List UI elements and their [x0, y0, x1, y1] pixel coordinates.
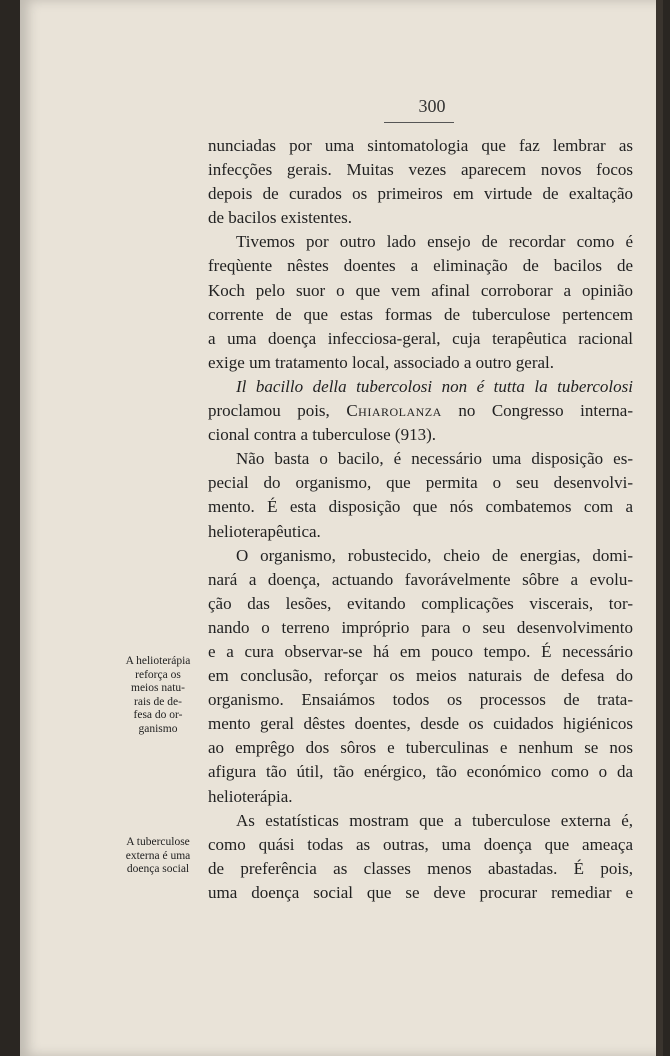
text-line: mento geral dêstes doentes, desde os cuidados higiénicos: [208, 714, 633, 734]
text-line: Não basta o bacilo, é necessário uma disposição es-: [236, 449, 633, 469]
text-line: helioterapêutica.: [208, 521, 321, 541]
text-line: O organismo, robustecido, cheio de energias, domi-: [236, 545, 633, 565]
text-line: de bacilos existentes.: [208, 208, 352, 228]
book-page: [20, 0, 663, 1056]
text-line: a uma doença infecciosa-geral, cuja terapêutica racional: [208, 328, 633, 348]
text-line: ção das lesões, evitando complicações viscerais, tor-: [208, 593, 633, 613]
text-line: depois de curados os primeiros em virtude de exaltação: [208, 184, 633, 204]
text-line: freqùente nêstes doentes a eliminação de bacilos de: [208, 256, 633, 276]
text-line: como quási todas as outras, uma doença que ameaça: [208, 834, 633, 854]
text-line: organismo. Ensaiámos todos os processos de trata-: [208, 690, 633, 710]
margin-note-line: meios natu-: [131, 682, 185, 695]
text-line: exige um tratamento local, associado a outro geral.: [208, 352, 555, 372]
text-line: nará a doença, actuando favorávelmente sôbre a evolu-: [208, 569, 633, 589]
text-line: Koch pelo suor o que vem afinal corroborar a opinião: [208, 280, 633, 300]
text-line: As estatísticas mostram que a tuberculose externa é,: [236, 810, 633, 830]
text-line: corrente de que estas formas de tuberculose pertencem: [208, 304, 633, 324]
margin-note-line: externa é uma: [125, 849, 191, 862]
text-line: cional contra a tuberculose (913).: [208, 425, 436, 445]
page-number-rule: [384, 122, 454, 123]
text-line: helioterápia.: [208, 786, 293, 806]
margin-note-line: A tuberculose: [126, 836, 190, 848]
page-number: 300: [418, 96, 446, 116]
text-line: nando o terreno impróprio para o seu desenvolvimento: [208, 617, 633, 637]
margin-note-line: reforça os: [135, 668, 181, 681]
page-edge-shadow: [656, 0, 663, 1056]
text-line: nunciadas por uma sintomatologia que faz lembrar as: [208, 136, 633, 155]
quote-line: Il bacillo della tubercolosi non é tutta la tubercolosi: [236, 376, 633, 396]
text-line: e a cura observar-se há em pouco tempo. É necessário: [208, 641, 633, 661]
margin-note-line: doença social: [126, 863, 190, 876]
text-line: pecial do organismo, que permita o seu desenvolvi-: [208, 473, 633, 493]
author-name: Chiarolanza: [346, 401, 442, 421]
text-fragment: no Congresso interna-: [441, 401, 633, 421]
text-line: infecções gerais. Muitas vezes aparecem novos focos: [208, 160, 633, 180]
text-line: mento. É esta disposição que nós combatemos com a: [208, 497, 633, 517]
text-fragment: proclamou pois,: [208, 401, 347, 421]
margin-note-helioterapia: [115, 655, 201, 737]
margin-note-tuberculose: [115, 836, 201, 877]
text-line: ao emprêgo dos sôros e tuberculinas e nenhum se nos: [208, 738, 633, 758]
margin-note-line: fesa do or-: [133, 709, 183, 722]
text-line: em conclusão, reforçar os meios naturais de defesa do: [208, 666, 633, 686]
text-line: afigura tão útil, tão enérgico, tão económico como o da: [208, 762, 633, 782]
text-line: [208, 399, 633, 423]
text-line: uma doença social que se deve procurar remediar e: [208, 882, 633, 902]
margin-note-line: ganismo: [138, 722, 178, 735]
margin-note-line: A helioterápia: [125, 655, 191, 667]
text-line: de preferência as classes menos abastadas. É pois,: [208, 858, 633, 878]
margin-note-line: rais de de-: [134, 695, 182, 708]
text-line: Tivemos por outro lado ensejo de recordar como é: [236, 232, 633, 252]
body-text: [208, 134, 633, 905]
